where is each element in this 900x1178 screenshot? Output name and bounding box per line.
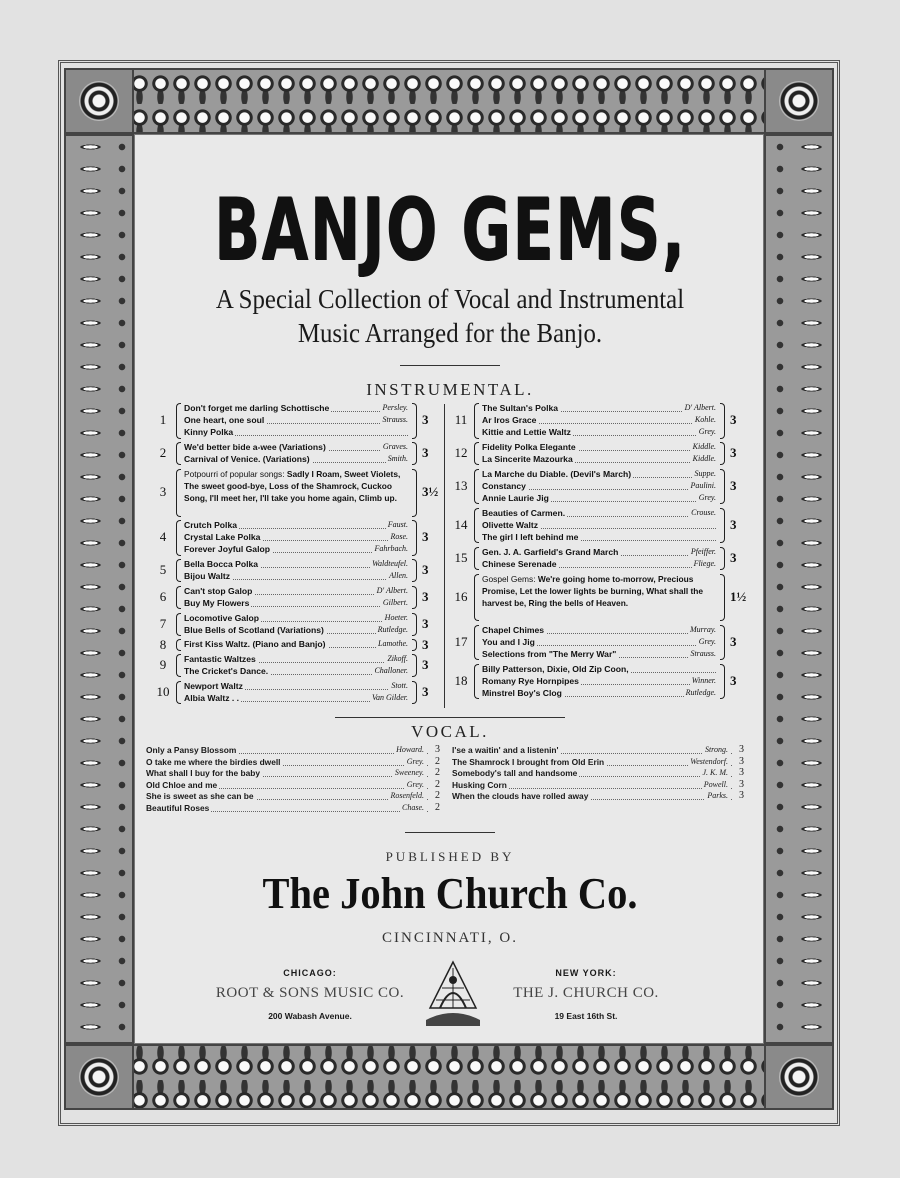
price: 3 <box>422 529 429 545</box>
catalog-item <box>482 573 716 609</box>
composer: Fliege. <box>693 558 716 568</box>
divider <box>405 832 495 833</box>
catalog-item <box>184 531 408 543</box>
catalog-number: 2 <box>159 445 167 461</box>
catalog-item <box>482 558 716 570</box>
bracket <box>474 574 479 622</box>
piece-title: The Sultan's Polka <box>482 403 559 413</box>
catalog-number: 7 <box>159 615 167 631</box>
catalog-group <box>152 585 438 609</box>
song-title: What shall I buy for the baby <box>146 768 261 779</box>
catalog-item <box>482 492 716 504</box>
song-title: The Shamrock I brought from Old Erin <box>452 756 605 767</box>
composer: Van Gilder. <box>372 692 408 702</box>
bracket <box>176 442 181 465</box>
catalog-group <box>450 546 746 570</box>
bracket <box>176 639 181 650</box>
composer: Grey. <box>406 779 424 789</box>
vocal-item <box>146 802 440 814</box>
piece-title: Blue Bells of Scotland (Variations) <box>184 624 324 635</box>
ornamental-border-bottom <box>64 1044 834 1110</box>
composer: Smith. <box>387 454 408 464</box>
composer: Pfeiffer. <box>690 546 716 556</box>
catalog-item <box>184 612 408 624</box>
vocal-item <box>146 744 440 756</box>
catalog-number: 12 <box>454 445 468 461</box>
bracket <box>176 681 181 704</box>
catalog-group <box>450 663 746 700</box>
piece-title: Newport Waltz <box>184 680 243 691</box>
catalog-number: 10 <box>156 683 170 699</box>
price: 3 <box>422 683 429 699</box>
bracket <box>176 586 181 609</box>
piece-title: Minstrel Boy's Clog <box>482 688 562 699</box>
piece-title: Chapel Chimes <box>482 624 545 635</box>
corner-rosette-icon <box>764 1044 834 1110</box>
piece-title: Bella Bocca Polka <box>184 559 259 569</box>
composer: Murray. <box>690 624 716 634</box>
branch-new-york <box>486 968 686 1021</box>
branch-name: THE J. CHURCH CO. <box>513 985 659 1001</box>
composer: Grey. <box>698 636 716 646</box>
bracket <box>412 442 417 465</box>
piece-title: La Marche du Diable. (Devil's March) <box>482 468 632 479</box>
composer: Grey. <box>406 756 424 766</box>
piece-title: Constancy <box>482 480 526 491</box>
catalog-group <box>450 468 746 505</box>
catalog-item <box>482 531 716 543</box>
composer: Suppe. <box>694 468 716 478</box>
catalog-item <box>482 414 716 426</box>
bracket <box>176 403 181 439</box>
composer: Chase. <box>402 803 424 812</box>
bracket <box>412 654 417 677</box>
bracket <box>412 469 417 517</box>
catalog-item <box>184 543 408 555</box>
catalog-group <box>152 558 438 582</box>
ornamental-border-right <box>764 134 834 1044</box>
catalog-item <box>184 468 408 504</box>
ornamental-border-top <box>64 68 834 134</box>
composer: Rose. <box>390 532 408 542</box>
catalog-item <box>482 663 716 675</box>
song-title: When the clouds have rolled away <box>452 791 589 802</box>
price: 2 <box>428 756 440 768</box>
piece-title: Crutch Polka <box>184 520 238 530</box>
bracket <box>176 469 181 517</box>
branch-address: 200 Wabash Avenue. <box>268 1011 352 1021</box>
medley-label: Potpourri of popular songs: <box>184 468 287 479</box>
bracket <box>720 664 725 700</box>
price: 3 <box>732 756 744 768</box>
price: 3 <box>732 790 744 802</box>
piece-title: Billy Patterson, Dixie, Old Zip Coon, <box>482 663 629 674</box>
catalog-group <box>152 680 438 704</box>
catalog-number: 3 <box>159 484 167 500</box>
price: 3½ <box>422 484 439 500</box>
bracket <box>720 625 725 661</box>
song-title: Beautiful Roses <box>146 803 210 813</box>
composer: Howard. <box>396 745 424 754</box>
piece-title: Kinny Polka <box>184 427 234 438</box>
piece-title: Romany Rye Hornpipes <box>482 675 579 686</box>
composer: Sweeney. <box>394 768 424 778</box>
vocal-item <box>146 756 440 768</box>
vocal-item <box>146 767 440 779</box>
bracket <box>176 654 181 677</box>
catalog-group <box>152 519 438 556</box>
catalog-item <box>184 558 408 570</box>
composer: Westendorf. <box>690 756 728 766</box>
bracket <box>720 442 725 465</box>
piece-title: Carnival of Venice. (Variations) <box>184 454 310 465</box>
catalog-group <box>450 624 746 661</box>
catalog-item <box>184 680 408 692</box>
lyre-emblem-icon <box>422 958 484 1030</box>
catalog-number: 6 <box>159 588 167 604</box>
catalog-item <box>482 507 716 519</box>
bracket <box>412 520 417 556</box>
catalog-number: 1 <box>159 412 167 428</box>
branch-city: CHICAGO: <box>283 968 337 978</box>
catalog-item <box>184 441 408 453</box>
subtitle-line-1: A Special Collection of Vocal and Instrumental <box>215 284 685 314</box>
price: 3 <box>730 517 737 533</box>
branch-chicago <box>200 968 420 1021</box>
bracket <box>474 508 479 544</box>
piece-title: Can't stop Galop <box>184 585 253 596</box>
song-title: Husking Corn <box>452 779 507 790</box>
piece-title: First Kiss Waltz. (Piano and Banjo) <box>184 639 326 650</box>
catalog-item <box>184 624 408 636</box>
price: 3 <box>428 744 440 756</box>
catalog-item <box>482 546 716 558</box>
page-title: BANJO GEMS, <box>213 180 687 280</box>
price: 1½ <box>730 588 747 604</box>
composer: Faust. <box>387 520 408 529</box>
publisher-name: The John Church Co. <box>262 869 638 918</box>
divider <box>400 365 500 366</box>
vocal-heading: VOCAL. <box>411 722 489 741</box>
catalog-group <box>152 441 438 465</box>
song-title: I'se a waitin' and a listenin' <box>452 745 559 755</box>
catalog-item <box>482 519 716 531</box>
piece-title: Kittie and Lettie Waltz <box>482 427 571 438</box>
bracket <box>412 559 417 582</box>
price: 3 <box>730 412 737 428</box>
corner-rosette-icon <box>764 68 834 134</box>
price: 3 <box>422 412 429 428</box>
bracket <box>720 403 725 439</box>
catalog-item <box>482 675 716 687</box>
vocal-item <box>452 756 744 768</box>
composer: Rutledge. <box>377 624 408 634</box>
composer: Grey. <box>698 493 716 503</box>
catalog-number: 14 <box>454 517 468 533</box>
piece-title: Selections from "The Merry War" <box>482 649 617 660</box>
bracket <box>474 403 479 439</box>
price: 3 <box>422 636 429 652</box>
catalog-item <box>184 638 408 650</box>
instrumental-list-left <box>152 402 438 714</box>
bracket <box>474 664 479 700</box>
catalog-number: 8 <box>159 636 167 652</box>
instrumental-list-right <box>450 402 746 714</box>
composer: Kiddle. <box>692 442 716 451</box>
price: 3 <box>732 779 744 791</box>
price: 3 <box>730 673 737 689</box>
song-title: Only a Pansy Blossom <box>146 745 237 755</box>
catalog-item <box>184 653 408 665</box>
bracket <box>720 574 725 622</box>
catalog-item <box>184 414 408 426</box>
bracket <box>412 639 417 650</box>
price: 2 <box>428 790 440 802</box>
bracket <box>412 681 417 704</box>
composer: Zikoff. <box>387 654 408 663</box>
bracket <box>176 613 181 636</box>
song-title: She is sweet as she can be <box>146 791 254 802</box>
catalog-group <box>450 402 746 439</box>
catalog-item <box>482 687 716 699</box>
composer: Strauss. <box>382 415 408 425</box>
catalog-item <box>482 624 716 636</box>
bracket <box>412 586 417 609</box>
divider <box>335 717 565 718</box>
composer: Lamothe. <box>378 639 408 649</box>
price: 3 <box>422 445 429 461</box>
instrumental-heading: INSTRUMENTAL. <box>366 380 534 399</box>
catalog-item <box>482 648 716 660</box>
catalog-number: 11 <box>454 412 468 428</box>
branch-city: NEW YORK: <box>555 968 617 978</box>
catalog-number: 13 <box>454 478 468 494</box>
price: 3 <box>730 634 737 650</box>
vocal-item <box>146 779 440 791</box>
catalog-item <box>482 441 716 453</box>
vocal-item <box>452 744 744 756</box>
vocal-item <box>452 767 744 779</box>
catalog-group <box>450 441 746 465</box>
composer: Hoeter. <box>384 612 408 622</box>
composer: Waldteufel. <box>372 559 408 568</box>
catalog-item <box>184 453 408 465</box>
piece-title: Annie Laurie Jig <box>482 493 549 504</box>
piece-title: Fantastic Waltzes <box>184 654 256 664</box>
piece-title: Beauties of Carmen. <box>482 507 566 518</box>
bracket <box>412 403 417 439</box>
price: 2 <box>428 767 440 779</box>
catalog-item <box>482 426 716 438</box>
piece-title: Bijou Waltz <box>184 571 230 582</box>
catalog-item <box>184 426 408 438</box>
price: 3 <box>422 588 429 604</box>
corner-rosette-icon <box>64 68 134 134</box>
composer: Graves. <box>382 442 408 451</box>
piece-title: Crystal Lake Polka <box>184 532 261 543</box>
composer: Gilbert. <box>382 597 408 607</box>
song-title: Old Chloe and me <box>146 779 218 790</box>
catalog-group <box>152 653 438 677</box>
composer: Rutledge. <box>685 688 716 698</box>
catalog-item <box>482 453 716 465</box>
piece-title: One heart, one soul <box>184 415 265 426</box>
branch-name: ROOT & SONS MUSIC CO. <box>215 985 405 1001</box>
medley-contents: We're going home to-morrow, Precious Promise, Let the lower lights be burning, What shall the harvest be, Ring the bells of Heaven. <box>482 573 704 608</box>
bracket <box>474 625 479 661</box>
catalog-item <box>482 468 716 480</box>
composer: Challoner. <box>374 666 408 676</box>
song-title: Somebody's tall and handsome <box>452 768 578 779</box>
catalog-number: 18 <box>454 673 468 689</box>
piece-title: Gen. J. A. Garfield's Grand March <box>482 546 619 557</box>
composer: D' Albert. <box>376 585 408 595</box>
vocal-item <box>452 790 744 802</box>
piece-title: Ar Iros Grace <box>482 415 537 426</box>
composer: Allen. <box>389 571 408 581</box>
branch-address: 19 East 16th St. <box>554 1011 618 1021</box>
corner-rosette-icon <box>64 1044 134 1110</box>
price: 3 <box>422 562 429 578</box>
bracket <box>474 442 479 465</box>
price: 3 <box>732 744 744 756</box>
piece-title: The Cricket's Dance. <box>184 666 269 677</box>
composer: Rosenfeld. <box>390 791 424 801</box>
piece-title: Don't forget me darling Schottische <box>184 403 330 413</box>
bracket <box>720 469 725 505</box>
piece-title: You and I Jig <box>482 636 535 647</box>
catalog-group <box>152 468 438 517</box>
catalog-item <box>184 597 408 609</box>
piece-title: Chinese Serenade <box>482 558 557 569</box>
price: 3 <box>730 478 737 494</box>
ornamental-border-left <box>64 134 134 1044</box>
price: 2 <box>428 802 440 814</box>
catalog-item <box>184 570 408 582</box>
composer: Kiddle. <box>692 454 716 464</box>
catalog-group <box>152 612 438 636</box>
composer: Crouse. <box>691 507 716 517</box>
medley-label: Gospel Gems: <box>482 573 538 584</box>
catalog-item <box>482 402 716 414</box>
composer: Winner. <box>691 675 716 685</box>
price: 3 <box>422 657 429 673</box>
catalog-group <box>152 638 438 650</box>
price: 3 <box>730 549 737 565</box>
composer: Grey. <box>698 427 716 437</box>
bracket <box>412 613 417 636</box>
catalog-item <box>482 636 716 648</box>
catalog-number: 16 <box>454 588 468 604</box>
vocal-item <box>452 779 744 791</box>
catalog-item <box>184 402 408 414</box>
piece-title: We'd better bide a-wee (Variations) <box>184 442 326 452</box>
composer: Kohle. <box>694 415 716 425</box>
piece-title: Albia Waltz . . <box>184 692 240 703</box>
composer: Parks. <box>707 791 728 801</box>
bracket <box>720 508 725 544</box>
medley-contents: Sadly I Roam, Sweet Violets, The sweet good-bye, Loss of the Shamrock, Cuckoo Song, I'll meet her, I'll take you home again, Climb up. <box>184 468 401 503</box>
piece-title: Forever Joyful Galop <box>184 544 270 555</box>
subtitle <box>165 282 735 350</box>
piece-title: La Sincerite Mazourka <box>482 454 573 465</box>
piece-title: Buy My Flowers <box>184 597 250 608</box>
composer: D' Albert. <box>684 403 716 412</box>
catalog-number: 15 <box>454 549 468 565</box>
catalog-item <box>184 585 408 597</box>
catalog-number: 4 <box>159 529 167 545</box>
composer: J. K. M. <box>702 768 728 778</box>
column-divider <box>444 404 445 708</box>
piece-title: The girl I left behind me <box>482 532 579 543</box>
catalog-group <box>152 402 438 439</box>
catalog-group <box>450 573 746 622</box>
catalog-group <box>450 507 746 544</box>
price: 3 <box>732 767 744 779</box>
composer: Paulini. <box>690 480 716 490</box>
catalog-number: 9 <box>159 657 167 673</box>
piece-title: Fidelity Polka Elegante <box>482 442 576 452</box>
bracket <box>176 559 181 582</box>
piece-title: Locomotive Galop <box>184 612 259 623</box>
piece-title: Olivette Waltz <box>482 519 539 530</box>
catalog-item <box>482 480 716 492</box>
composer: Stott. <box>391 680 408 690</box>
vocal-item <box>146 790 440 802</box>
catalog-item <box>184 519 408 531</box>
price: 2 <box>428 779 440 791</box>
composer: Fahrbach. <box>374 544 408 554</box>
price: 3 <box>422 615 429 631</box>
composer: Persley. <box>382 403 408 412</box>
subtitle-line-2: Music Arranged for the Banjo. <box>297 318 603 348</box>
catalog-number: 17 <box>454 634 468 650</box>
catalog-item <box>184 692 408 704</box>
catalog-number: 5 <box>159 562 167 578</box>
published-by-label: PUBLISHED BY <box>385 849 515 864</box>
composer: Powell. <box>703 779 728 789</box>
catalog-item <box>184 665 408 677</box>
composer: Strauss. <box>690 649 716 659</box>
publisher-city: CINCINNATI, O. <box>382 930 518 946</box>
bracket <box>720 547 725 570</box>
bracket <box>474 547 479 570</box>
composer: Strong. <box>704 745 728 754</box>
price: 3 <box>730 445 737 461</box>
bracket <box>474 469 479 505</box>
bracket <box>176 520 181 556</box>
song-title: O take me where the birdies dwell <box>146 756 281 767</box>
